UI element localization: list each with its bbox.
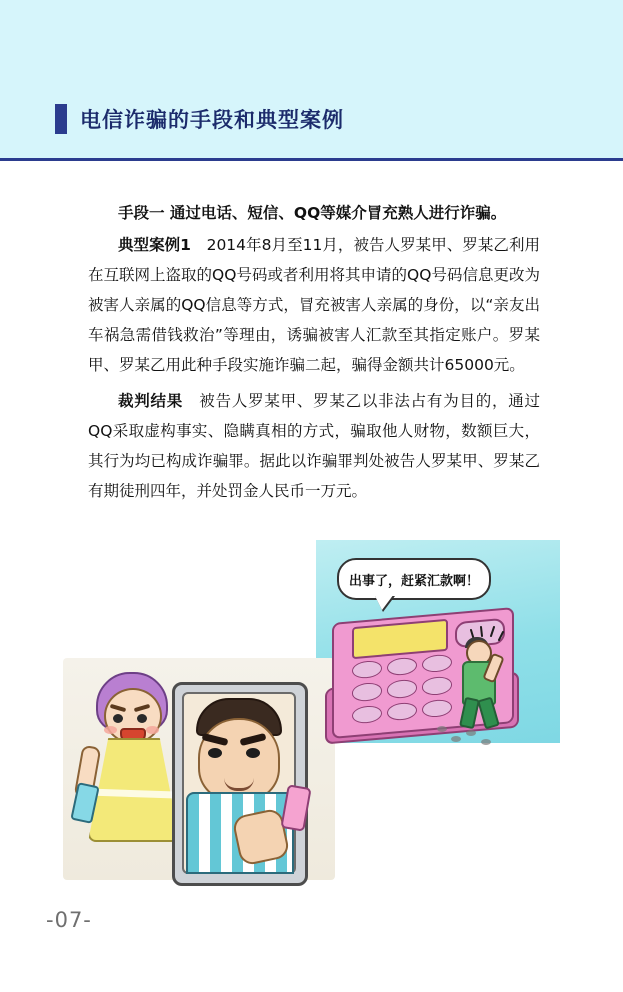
page-banner xyxy=(0,0,623,160)
speech-bubble-tail xyxy=(374,594,394,610)
case-label: 典型案例1 xyxy=(118,236,191,254)
woman-blush-left xyxy=(104,726,117,734)
keypad-key xyxy=(352,660,382,680)
keypad-key xyxy=(422,676,452,696)
verdict-label: 裁判结果 xyxy=(118,392,184,410)
page-title: 电信诈骗的手段和典型案例 xyxy=(80,108,344,132)
speech-bubble xyxy=(337,558,491,600)
woman-eye-right xyxy=(137,714,147,723)
fraudster-eye-right xyxy=(246,748,260,758)
footprint xyxy=(466,730,476,736)
landline-phone-keypad xyxy=(352,654,452,725)
footprint xyxy=(451,736,461,742)
woman-blush-right xyxy=(146,726,159,734)
footprint xyxy=(481,739,491,745)
speech-bubble-text: 出事了，赶紧汇款啊！ xyxy=(348,573,479,589)
keypad-key xyxy=(422,698,452,718)
keypad-key xyxy=(352,704,382,724)
method-heading-text: 手段一 通过电话、短信、QQ等媒介冒充熟人进行诈骗。 xyxy=(118,204,507,222)
verdict-paragraph xyxy=(88,386,540,506)
keypad-key xyxy=(387,679,417,699)
keypad-key xyxy=(352,682,382,702)
keypad-key xyxy=(387,701,417,721)
verdict-text: 被告人罗某甲、罗某乙以非法占有为目的，通过QQ采取虚构事实、隐瞒真相的方式，骗取他人财物，数额巨大，其行为均已构成诈骗罪。据此以诈骗罪判处被告人罗某甲、罗某乙有期徒刑四年，并处罚金人民币一万元。 xyxy=(88,392,540,500)
footprint xyxy=(437,726,447,732)
keypad-key xyxy=(422,654,452,674)
woman-eye-left xyxy=(113,714,123,723)
case-text: 2014年8月至11月，被告人罗某甲、罗某乙利用在互联网上盗取的QQ号码或者利用将其申请的QQ号码信息更改为被害人亲属的QQ信息等方式，冒充被害人亲属的身份，以“亲友出车祸急需借钱救治”等理由，诱骗被害人汇款至其指定账户。罗某甲、罗某乙用此种手段实施诈骗二起，骗得金额共计65000元。 xyxy=(88,236,540,374)
case-paragraph xyxy=(88,230,540,380)
page-number: -07- xyxy=(46,908,92,932)
article-body xyxy=(88,198,540,512)
method-heading-paragraph xyxy=(88,198,540,228)
header-accent-bar xyxy=(55,104,67,134)
keypad-key xyxy=(387,657,417,677)
page-header xyxy=(55,104,344,134)
illustration xyxy=(0,540,623,880)
fraudster-eye-left xyxy=(208,748,222,758)
banner-divider xyxy=(0,158,623,161)
